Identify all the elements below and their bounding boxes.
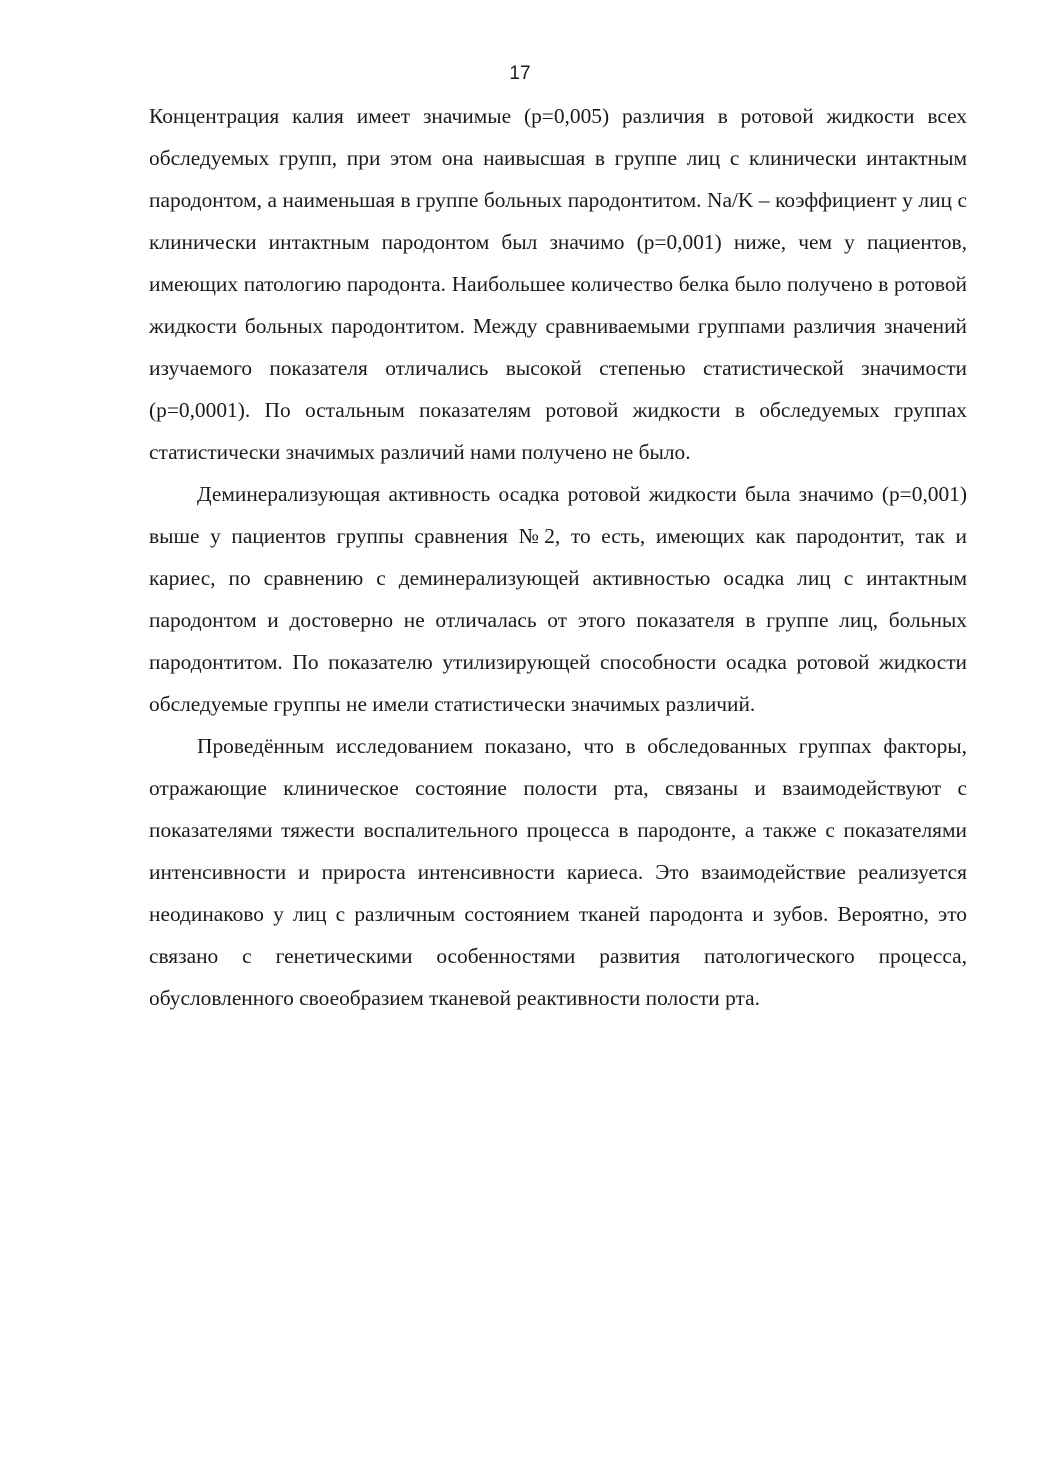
paragraph-demineralizing-activity: Деминерализующая активность осадка ротовой жидкости была значимо (р=0,001) выше у пациентов группы сравнения №2, то есть, имеющих как пародонтит, так и кариес, по сравнению с деминерализующей активностью осадка лиц с интактным пародонтом и достоверно не отличалась от этого показателя в группе лиц, больных пародонтитом. По показателю утилизирующей способности осадка ротовой жидкости обследуемые группы не имели статистически значимых различий. xyxy=(149,482,967,716)
body-text xyxy=(149,95,967,1019)
page-number: 17 xyxy=(509,63,531,84)
paragraph-conclusion: Проведённым исследованием показано, что в обследованных группах факторы, отражающие клиническое состояние полости рта, связаны и взаимодействуют с показателями тяжести воспалительного процесса в пародонте, а также с показателями интенсивности и прироста интенсивности кариеса. Это взаимодействие реализуется неодинаково у лиц с различным состоянием тканей пародонта и зубов. Вероятно, это связано с генетическими особенностями развития патологического процесса, обусловленного своеобразием тканевой реактивности полости рта. xyxy=(149,734,967,1010)
paragraph-potassium-concentration: Концентрация калия имеет значимые (р=0,005) различия в ротовой жидкости всех обследуемых групп, при этом она наивысшая в группе лиц с клинически интактным пародонтом, а наименьшая в группе больных пародонтитом. Na/K – коэффициент у лиц с клинически интактным пародонтом был значимо (р=0,001) ниже, чем у пациентов, имеющих патологию пародонта. Наибольшее количество белка было получено в ротовой жидкости больных пародонтитом. Между сравниваемыми группами различия значений изучаемого показателя отличались высокой степенью статистической значимости (р=0,0001). По остальным показателям ротовой жидкости в обследуемых группах статистически значимых различий нами получено не было. xyxy=(149,104,967,464)
